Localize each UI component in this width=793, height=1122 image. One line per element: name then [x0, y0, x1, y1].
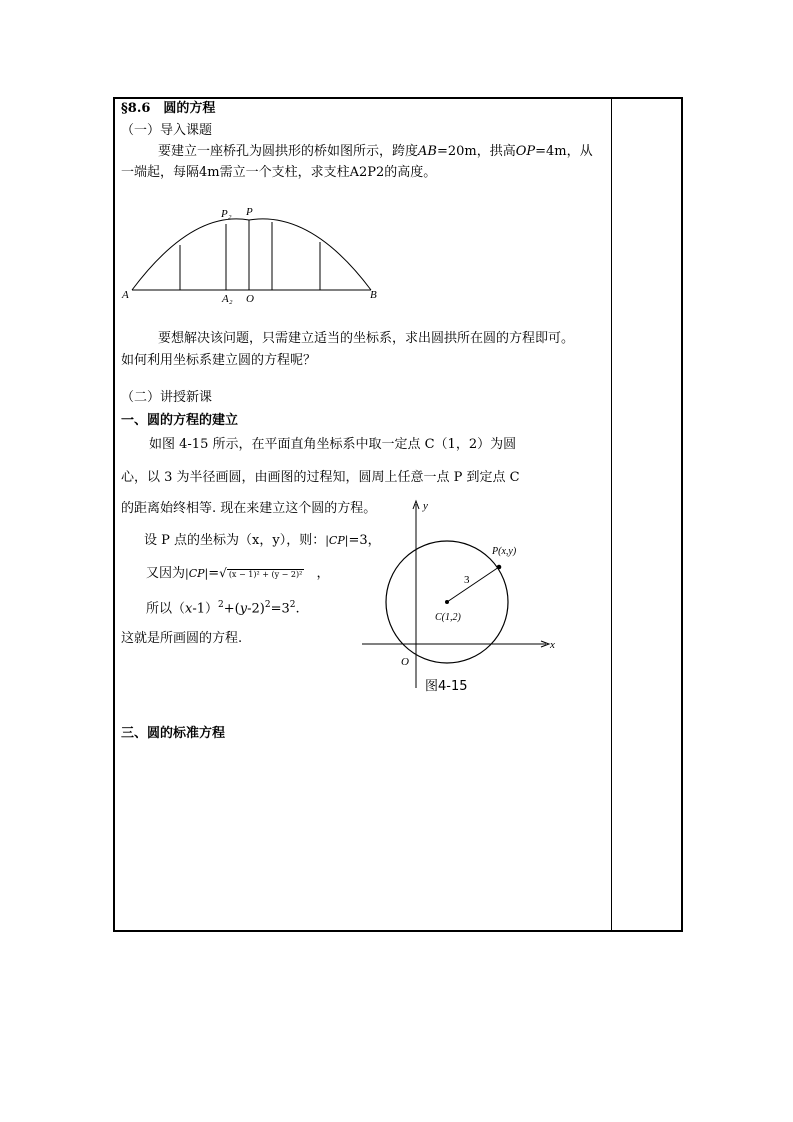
- center-point: [445, 600, 449, 604]
- label-p2: P₂: [221, 208, 232, 220]
- arch-bridge-figure: [118, 200, 388, 310]
- radius-line: [447, 567, 499, 602]
- origin-label: O: [401, 656, 409, 668]
- subsection-3-heading: 三、圆的标准方程: [121, 726, 226, 741]
- para-line-3: 的距离始终相等. 现在来建立这个圆的方程。: [121, 501, 377, 516]
- para-line-2: 心，以 3 为半径画圆，由画图的过程知，圆周上任意一点 P 到定点 C: [121, 470, 520, 485]
- follow-line-2: 如何利用坐标系建立圆的方程呢？: [121, 353, 317, 368]
- point-p: [497, 565, 502, 570]
- conclusion-text: 这就是所画圆的方程.: [121, 631, 243, 646]
- subsection-1-heading: 一、圆的方程的建立: [121, 413, 239, 428]
- label-a: A: [122, 289, 129, 301]
- axis-y-label: y: [423, 500, 428, 512]
- axis-x-label: x: [550, 639, 555, 651]
- equation-2: 又因为|CP|=√ (x − 1)² + (y − 2)² ，: [146, 566, 330, 581]
- part2-heading: （二）讲授新课: [121, 390, 213, 405]
- equation-3: 所以$(x-1)^2+(y-2)^2=3^2$.: [146, 600, 300, 617]
- label-p: P: [246, 206, 253, 218]
- circle-figure-4-15: [360, 496, 560, 696]
- center-label: C(1,2): [435, 612, 461, 623]
- figure-caption: 图4-15: [425, 679, 468, 694]
- arch-curve: [132, 219, 371, 290]
- problem-line-1: 要建立一座桥孔为圆拱形的桥如图所示，跨度AB=20m，拱高OP=4m，从: [158, 144, 593, 159]
- label-b: B: [370, 289, 377, 301]
- problem-line-2: 一端起，每隔4m需立一个支柱，求支柱A2P2的高度。: [121, 165, 437, 180]
- radius-label: 3: [464, 574, 470, 586]
- equation-1: 设 P 点的坐标为（x，y），则：|CP|=3，: [144, 533, 381, 548]
- label-o: O: [246, 293, 254, 305]
- point-p-label: P(x,y): [492, 546, 517, 557]
- follow-line-1: 要想解决该问题，只需建立适当的坐标系，求出圆拱所在圆的方程即可。: [158, 331, 575, 346]
- table-column-divider: [611, 97, 612, 932]
- label-a2: A₂: [222, 293, 233, 305]
- para-line-1: 如图 4-15 所示，在平面直角坐标系中取一定点 C（1，2）为圆: [149, 437, 517, 452]
- section-title: §8.6 圆的方程: [121, 101, 216, 116]
- part1-heading: （一）导入课题: [121, 123, 213, 138]
